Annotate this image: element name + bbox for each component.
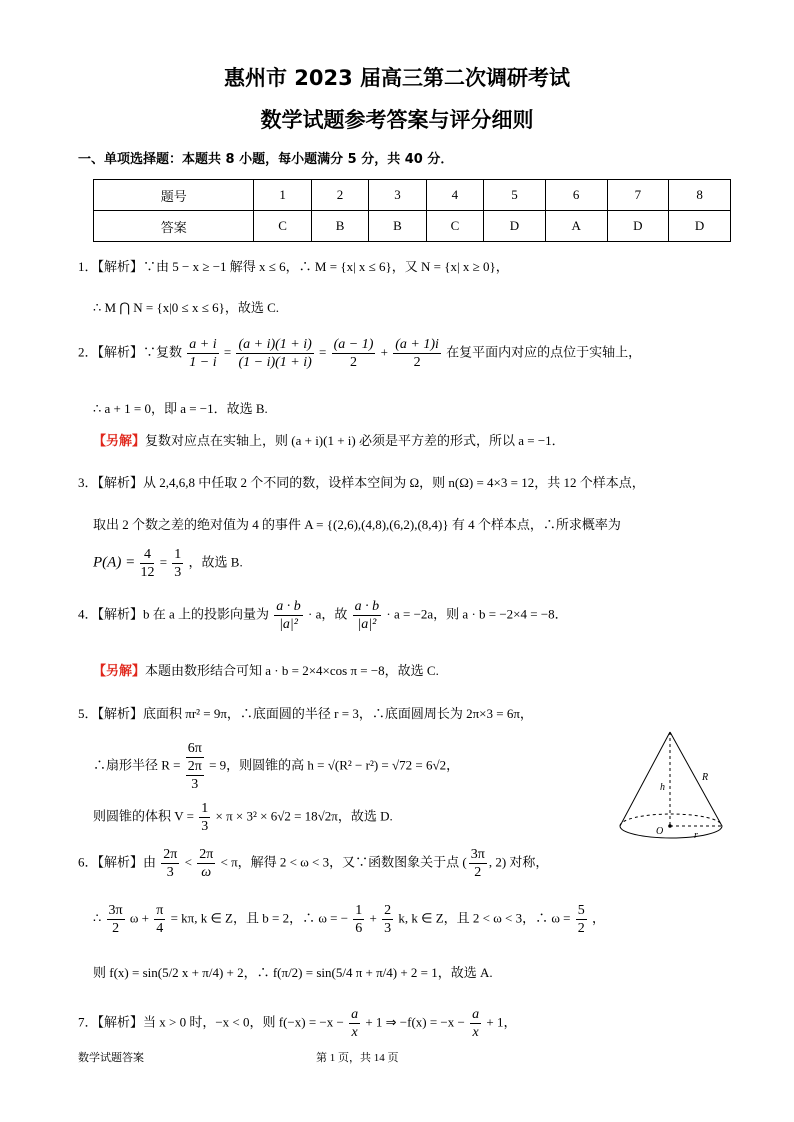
label-R: R xyxy=(702,772,709,783)
q3-prob: P(A) = xyxy=(93,554,136,571)
q4-text-b: · a，故 xyxy=(308,606,348,622)
fraction: $\frac{(a + i)(1 + i)}{(1 - i)(1 + i)}$ xyxy=(238,337,312,370)
q6-line2 xyxy=(93,902,605,937)
q4-alt-text: 本题由数形结合可知 a · b = 2×4×cos π = −8，故选 C. xyxy=(145,663,439,678)
fraction: $\frac{a}{x}$ xyxy=(472,1007,480,1040)
table-header-cell: 题号 xyxy=(94,180,254,211)
q4-alt xyxy=(93,660,439,679)
answer-table xyxy=(93,179,731,242)
q7-text-a: 7．【解析】当 x > 0 时，−x < 0，则 f(−x) = −x − xyxy=(78,1014,344,1030)
fraction: $\frac{a + i}{1 - i}$ xyxy=(189,337,217,370)
table-cell: B xyxy=(369,211,426,242)
q4-text-a: 4．【解析】b 在 a 上的投影向量为 xyxy=(78,606,270,622)
q6-line1: 6．【解析】由 $\frac{2\pi}{3}$ < $\frac{2\pi}{\omega}$ < π，解得 2 < ω < 3，又∵函数图象关于点 ( $\frac{3\pi}{2}$ , 2) 对称， xyxy=(78,847,549,880)
table-row xyxy=(94,211,731,242)
q6-line3: 则 f(x) = sin(5/2 x + π/4) + 2，∴ f(π/2) = sin(5/4 π + π/4) + 2 = 1，故选 A. xyxy=(93,965,493,980)
q2-line1: 2．【解析】∵复数 $\frac{a + i}{1 - i}$ = $\frac{(a + i)(1 + i)}{(1 - i)(1 + i)}$ = $\frac{(a - 1)}{2}$ + $\frac{(a + 1)i}{2}$ 在复平面内对应的点位于实轴上， xyxy=(78,337,642,370)
q6-therefore: ∴ xyxy=(93,910,102,926)
q6-text-g: k, k ∈ Z，且 2 < ω < 3，∴ ω = xyxy=(398,910,571,926)
fraction: $\frac{1}{6}$ xyxy=(355,903,363,936)
q4-line1 xyxy=(78,598,568,633)
fraction: $\frac{1}{3}$ xyxy=(201,801,209,834)
fraction: $\frac{2\pi}{3}$ xyxy=(163,847,178,880)
fraction: $\frac{3\pi}{2}$ xyxy=(470,847,485,880)
table-header-cell: 答案 xyxy=(94,211,254,242)
q5-line2 xyxy=(93,740,459,793)
q3-conclusion: ，故选 B. xyxy=(188,554,243,570)
table-cell: 7 xyxy=(607,180,669,211)
q4-text-c: · a = −2a，则 a · b = −2×4 = −8． xyxy=(386,606,568,622)
table-cell: 1 xyxy=(254,180,311,211)
label-O: O xyxy=(656,826,664,837)
table-cell: D xyxy=(607,211,669,242)
q3-line1: 3．【解析】从 2,4,6,8 中任取 2 个不同的数，设样本空间为 Ω，则 n(Ω) = 4×3 = 12，共 12 个样本点， xyxy=(78,475,645,490)
q3-line3: P(A) = $\frac{4}{12}$ = $\frac{1}{3}$ ，故选 B. xyxy=(93,547,243,580)
fraction: $\frac{1}{3}$ xyxy=(174,547,182,580)
table-cell: A xyxy=(545,211,607,242)
q7-line1 xyxy=(78,1006,516,1041)
doc-subtitle: 数学试题参考答案与评分细则 xyxy=(260,108,534,132)
q2-prefix: 2．【解析】∵复数 xyxy=(78,344,183,360)
label-h: h xyxy=(660,782,665,793)
q6-text-d: ω + xyxy=(129,910,149,926)
q5-text-d: × π × 3² × 6√2 = 18√2π，故选 D. xyxy=(215,808,393,824)
q5-text-c: 则圆锥的体积 V = xyxy=(93,808,194,824)
q5-text-a: ∴扇形半径 R = xyxy=(93,757,181,773)
q2-alt-text: 复数对应点在实轴上，则 (a + i)(1 + i) 必须是平方差的形式，所以 a = −1． xyxy=(145,433,565,448)
q6-text-b: < π，解得 2 < ω < 3，又∵函数图象关于点 xyxy=(220,854,460,870)
table-cell: C xyxy=(426,211,483,242)
q1-line1: 1．【解析】∵由 5 − x ≥ −1 解得 x ≤ 6，∴ M = {x| x ≤ 6}，又 N = {x| x ≥ 0}， xyxy=(78,259,509,274)
q5-text-b: = 9，则圆锥的高 h = √(R² − r²) = √72 = 6√2， xyxy=(209,757,460,773)
table-cell: C xyxy=(254,211,311,242)
q5-line1: 5．【解析】底面积 πr² = 9π，∴底面圆的半径 r = 3，∴底面圆周长为 2π×3 = 6π， xyxy=(78,706,533,721)
q2-line2: ∴ a + 1 = 0，即 a = −1．故选 B. xyxy=(93,401,268,416)
q2-alt xyxy=(93,430,565,449)
table-cell: 4 xyxy=(426,180,483,211)
table-cell: D xyxy=(484,211,546,242)
table-cell: B xyxy=(311,211,368,242)
cone-figure xyxy=(614,728,734,850)
q6-text-c: , 2) 对称， xyxy=(488,854,549,870)
label-r: r xyxy=(694,830,698,841)
page-number: 第 1 页，共 14 页 xyxy=(316,1052,399,1064)
fraction: $\frac{\pi}{4}$ xyxy=(156,903,164,936)
fraction: $\frac{4}{12}$ xyxy=(140,547,155,580)
section-heading: 一、单项选择题：本题共 8 小题，每小题满分 5 分，共 40 分． xyxy=(78,152,454,167)
q1-line2: ∴ M ⋂ N = {x|0 ≤ x ≤ 6}，故选 C. xyxy=(93,300,279,315)
footer-left: 数学试题答案 xyxy=(78,1052,144,1064)
fraction: $\frac{2}{3}$ xyxy=(384,903,392,936)
table-row xyxy=(94,180,731,211)
q7-text-c: + 1， xyxy=(486,1014,517,1030)
q6-text-h: ， xyxy=(592,910,606,926)
q7-text-b: + 1 ⇒ −f(x) = −x − xyxy=(365,1014,465,1030)
q5-line3 xyxy=(93,800,393,835)
q3-line2: 取出 2 个数之差的绝对值为 4 的事件 A = {(2,6),(4,8),(6,2),(8,4)} 有 4 个样本点，∴所求概率为 xyxy=(93,517,621,532)
q6-text-f: + xyxy=(369,910,377,926)
fraction: $\frac{a}{x}$ xyxy=(351,1007,359,1040)
table-cell: 6 xyxy=(545,180,607,211)
table-cell: 3 xyxy=(369,180,426,211)
fraction: $\frac{5}{2}$ xyxy=(577,903,585,936)
table-cell: 8 xyxy=(669,180,731,211)
q6-text-e: = kπ, k ∈ Z，且 b = 2，∴ ω = − xyxy=(170,910,349,926)
fraction: $\frac{a \cdot b}{\text{|a|²}}$ xyxy=(354,599,380,632)
alt-solution-tag: 【另解】 xyxy=(93,663,146,678)
fraction: 6π 2π 3 xyxy=(187,741,202,792)
fraction: $\frac{a \cdot b}{\text{|a|²}}$ xyxy=(276,599,301,632)
alt-solution-tag: 【另解】 xyxy=(93,433,146,448)
fraction: $\frac{2\pi}{\omega}$ xyxy=(199,847,214,880)
fraction: $\frac{(a - 1)}{2}$ xyxy=(333,337,374,370)
doc-title: 惠州市 2023 届高三第二次调研考试 xyxy=(223,66,571,90)
table-cell: D xyxy=(669,211,731,242)
fraction: $\frac{3\pi}{2}$ xyxy=(108,903,123,936)
fraction: $\frac{(a + 1)i}{2}$ xyxy=(395,337,439,370)
q6-text-a: 6．【解析】由 xyxy=(78,854,157,870)
table-cell: 5 xyxy=(484,180,546,211)
table-cell: 2 xyxy=(311,180,368,211)
q2-suffix: 在复平面内对应的点位于实轴上， xyxy=(446,344,642,360)
